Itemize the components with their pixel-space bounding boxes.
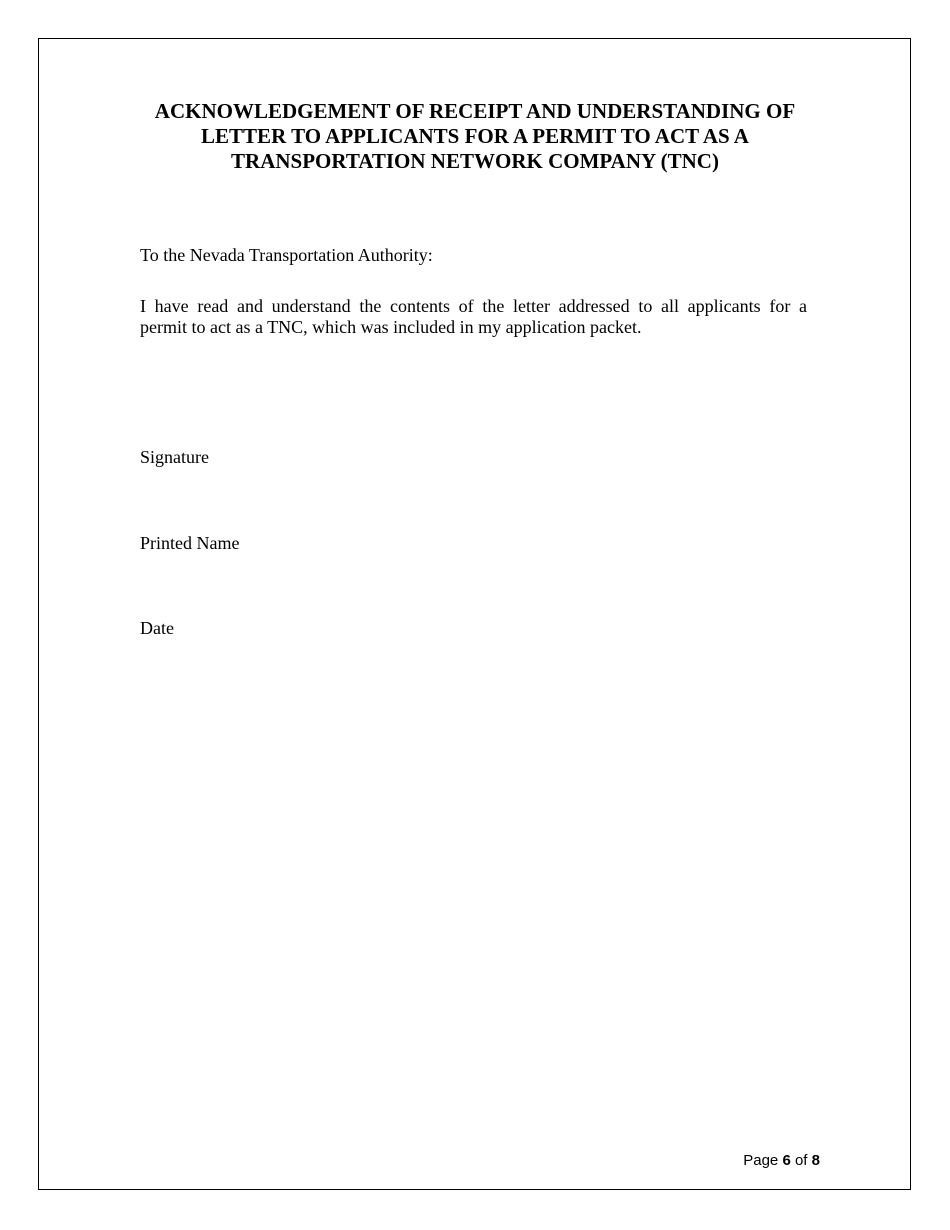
title-line: TRANSPORTATION NETWORK COMPANY (TNC) [231, 149, 719, 173]
acknowledgement-paragraph [140, 296, 807, 338]
document-title [100, 99, 850, 174]
title-line: ACKNOWLEDGEMENT OF RECEIPT AND UNDERSTANDING OF [154, 99, 796, 123]
page-word: Page [743, 1152, 779, 1169]
printed-name-label: Printed Name [140, 533, 240, 553]
page-number [743, 1151, 820, 1171]
salutation: To the Nevada Transportation Authority: [140, 245, 433, 265]
title-line: LETTER TO APPLICANTS FOR A PERMIT TO ACT AS A [201, 124, 749, 148]
date-label: Date [140, 618, 174, 638]
page-border [38, 38, 911, 1190]
signature-label: Signature [140, 447, 209, 467]
paragraph-line: I have read and understand the contents of the letter addressed to all applicants for a [140, 296, 807, 316]
total-pages-number: 8 [811, 1152, 820, 1169]
current-page-number: 6 [782, 1152, 791, 1169]
of-word: of [794, 1152, 808, 1169]
paragraph-line: permit to act as a TNC, which was included in my application packet. [140, 317, 642, 337]
